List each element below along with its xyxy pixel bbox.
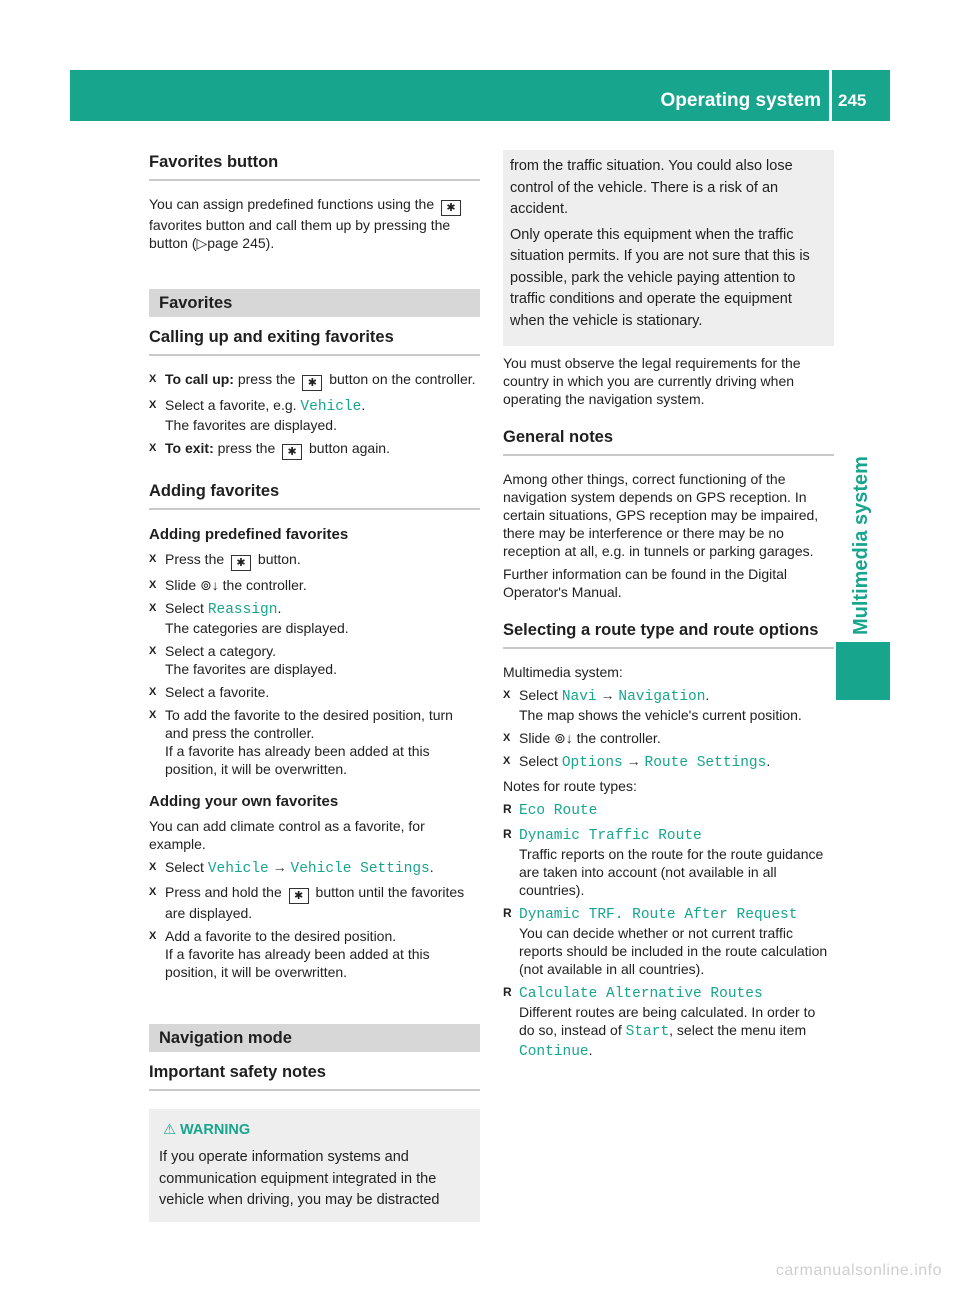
step-arrow-icon: X — [149, 442, 157, 454]
step-select-route-settings: X Select Options → Route Settings. — [503, 753, 771, 771]
route-type-heading: Selecting a route type and route options — [503, 618, 834, 649]
safety-notes-heading: Important safety notes — [149, 1060, 480, 1091]
route-type-dynamic: R Dynamic Traffic Route Traffic reports on the route for the route guidance are taken into account (not available in all countries). — [503, 827, 824, 898]
general-notes-heading: General notes — [503, 425, 834, 456]
route-type-dynamic-request: R Dynamic TRF. Route After Request You can decide whether or not current traffic reports should be included in the route calculation (not available in all countries). — [503, 906, 828, 977]
multimedia-system-label: Multimedia system: — [503, 664, 623, 680]
menu-item-route-settings: Route Settings — [644, 755, 767, 771]
menu-item-vehicle: Vehicle — [300, 399, 362, 415]
page-number: 245 — [838, 91, 867, 110]
adding-favorites-heading: Adding favorites — [149, 479, 480, 510]
favorites-star-icon: ✱ — [289, 888, 309, 904]
watermark: carmanualsonline.info — [775, 1262, 942, 1279]
step-add-position: X To add the favorite to the desired position, turn and press the controller. If a favorite has already been added at this position, it will be overwritten. — [149, 707, 453, 777]
calling-up-heading: Calling up and exiting favorites — [149, 325, 480, 356]
left-column — [149, 150, 480, 1222]
right-column — [503, 150, 834, 1066]
route-type-alternative: R Calculate Alternative Routes Different routes are being calculated. In order to do so, instead of Start, select the menu item Continue. — [503, 985, 816, 1060]
favorites-button-text: You can assign predefined functions using the ✱ favorites button and call them up by pressing the button (▷page 245). — [149, 195, 480, 252]
step-arrow-icon: X — [149, 861, 157, 873]
menu-item-navigation: Navigation — [618, 689, 706, 705]
favorites-button-heading: Favorites button — [149, 150, 480, 181]
menu-item-options: Options — [561, 755, 623, 771]
step-arrow-icon: X — [503, 732, 511, 744]
legal-note: You must observe the legal requirements for the country in which you are currently driving when operating the navigation system. — [503, 355, 801, 407]
bullet-icon: R — [503, 985, 512, 999]
menu-item-vehicle: Vehicle — [207, 861, 269, 877]
step-arrow-icon: X — [503, 689, 511, 701]
menu-item-reassign: Reassign — [207, 602, 278, 618]
adding-own-heading: Adding your own favorites — [149, 793, 339, 810]
favorites-star-icon: ✱ — [302, 375, 322, 391]
step-press-button: X Press the ✱ button. — [149, 551, 301, 569]
controller-slide-icon: ⊚↓ — [200, 577, 219, 593]
warning-text: If you operate information systems and communication equipment integrated in the vehicle when driving, you may be distracted — [159, 1149, 440, 1208]
warning-box-continued — [503, 150, 834, 346]
side-tab-marker — [836, 642, 890, 700]
step-select-navigation: X Select Navi → Navigation. The map shows the vehicle's current position. — [503, 687, 802, 723]
favorites-star-icon: ✱ — [282, 444, 302, 460]
step-press-hold: X Press and hold the ✱ button until the favorites are displayed. — [149, 884, 465, 921]
step-arrow-icon: X — [149, 602, 157, 614]
navigation-mode-band: Navigation mode — [149, 1024, 480, 1052]
running-header-title: Operating system — [660, 90, 821, 111]
warning-box — [149, 1109, 480, 1222]
step-select-category: X Select a category. The favorites are displayed. — [149, 643, 337, 677]
menu-arrow-icon: → — [272, 859, 287, 875]
menu-item-start: Start — [625, 1024, 670, 1040]
adding-predefined-heading: Adding predefined favorites — [149, 526, 349, 543]
favorites-star-icon: ✱ — [231, 555, 251, 571]
step-call-up: X To call up: press the ✱ button on the controller. — [149, 371, 476, 389]
step-arrow-icon: X — [149, 886, 157, 898]
menu-arrow-icon: → — [600, 687, 615, 703]
bullet-icon: R — [503, 802, 512, 816]
bullet-icon: R — [503, 906, 512, 920]
general-notes-text-1: Among other things, correct functioning of the navigation system depends on GPS reception. In certain situations, GPS reception may be impaired, there may be interference or there may be no reception at all, e.g. in tunnels or parking garages. — [503, 471, 819, 559]
step-select-a-favorite: X Select a favorite. — [149, 684, 270, 700]
step-arrow-icon: X — [149, 686, 157, 698]
favorites-star-icon: ✱ — [441, 200, 461, 216]
warning-title: ⚠ WARNING — [163, 1122, 251, 1138]
step-arrow-icon: X — [149, 373, 157, 385]
step-arrow-icon: X — [149, 399, 157, 411]
step-arrow-icon: X — [149, 709, 157, 721]
step-select-vehicle-settings: X Select Vehicle → Vehicle Settings. — [149, 859, 434, 877]
side-tab-label: Multimedia system — [850, 456, 872, 635]
menu-item-vehicle-settings: Vehicle Settings — [290, 861, 430, 877]
favorites-section-band: Favorites — [149, 289, 480, 317]
header-divider — [829, 70, 832, 121]
warning-continued-text-2: Only operate this equipment when the traffic situation permits. If you are not sure that this is possible, park the vehicle paying attention to traffic conditions and operate the equipment when the vehicle is stationary. — [510, 226, 810, 329]
bullet-icon: R — [503, 827, 512, 841]
controller-slide-icon: ⊚↓ — [554, 730, 573, 746]
step-slide-controller-2: X Slide ⊚↓ the controller. — [503, 730, 661, 746]
step-add-desired: X Add a favorite to the desired position. If a favorite has already been added at this position, it will be overwritten. — [149, 928, 430, 980]
step-slide-controller: X Slide ⊚↓ the controller. — [149, 577, 307, 593]
step-arrow-icon: X — [149, 579, 157, 591]
step-select-reassign: X Select Reassign. The categories are displayed. — [149, 600, 349, 636]
general-notes-text-2: Further information can be found in the Digital Operator's Manual. — [503, 566, 788, 600]
menu-item-continue: Continue — [519, 1044, 589, 1060]
step-arrow-icon: X — [149, 645, 157, 657]
warning-continued-text-1: from the traffic situation. You could also lose control of the vehicle. There is a risk of an accident. — [510, 158, 793, 217]
route-type-eco: R Eco Route — [503, 802, 598, 819]
step-arrow-icon: X — [149, 930, 157, 942]
route-notes-label: Notes for route types: — [503, 778, 637, 794]
step-exit: X To exit: press the ✱ button again. — [149, 440, 390, 458]
menu-item-navi: Navi — [561, 689, 597, 705]
step-arrow-icon: X — [503, 755, 511, 767]
adding-own-intro: You can add climate control as a favorite, for example. — [149, 818, 425, 852]
page-ref-arrow-icon: ▷ — [196, 235, 208, 251]
step-select-favorite: X Select a favorite, e.g. Vehicle. The favorites are displayed. — [149, 397, 366, 433]
menu-arrow-icon: → — [626, 753, 641, 769]
page-reference-link[interactable]: page 245 — [207, 235, 266, 251]
warning-triangle-icon: ⚠ — [163, 1122, 176, 1138]
step-arrow-icon: X — [149, 553, 157, 565]
